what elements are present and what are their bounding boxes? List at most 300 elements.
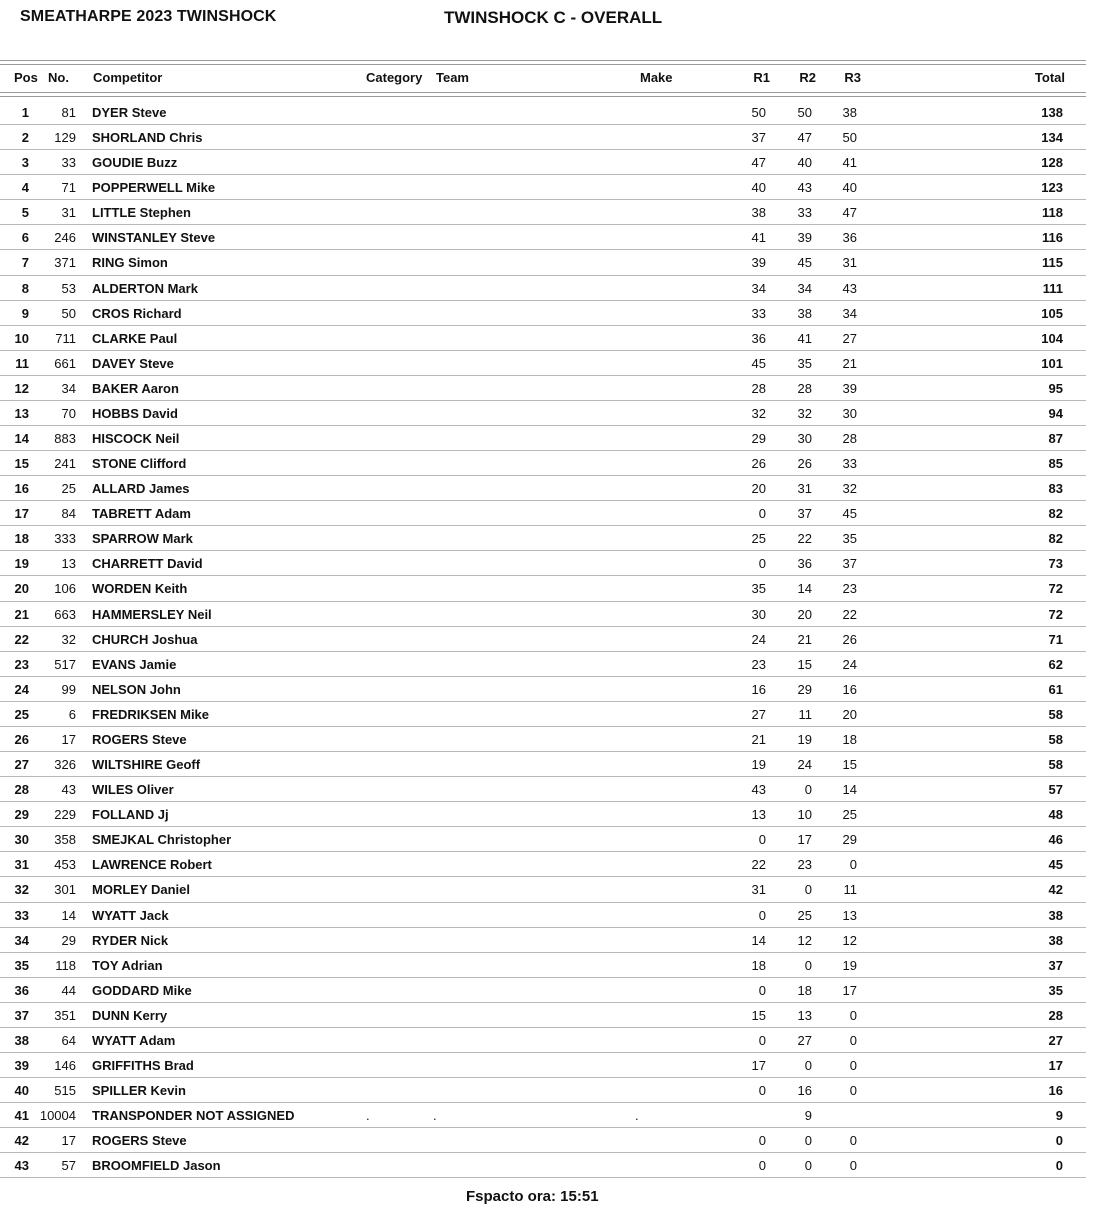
cell-r3: 22 [842, 606, 857, 622]
table-row [0, 903, 1086, 928]
cell-total: 57 [1048, 782, 1063, 798]
cell-r3: 17 [842, 982, 857, 998]
cell-r1: 0 [758, 1032, 766, 1048]
column-header-no: No. [48, 70, 69, 85]
cell-pos: 2 [21, 130, 29, 146]
table-row [0, 200, 1086, 225]
table-row [0, 276, 1086, 301]
cell-pos: 34 [14, 932, 29, 948]
cell-pos: 35 [14, 957, 29, 973]
cell-total: 9 [1055, 1108, 1063, 1124]
cell-pos: 27 [14, 757, 29, 773]
cell-r2: 14 [797, 581, 812, 597]
cell-competitor: RYDER Nick [92, 932, 169, 948]
header-divider [0, 92, 1086, 97]
cell-pos: 38 [14, 1032, 29, 1048]
cell-r3: 39 [842, 380, 857, 396]
cell-r3: 47 [842, 205, 857, 221]
cell-number: 146 [54, 1057, 76, 1073]
cell-r2: 13 [797, 1007, 812, 1023]
cell-r3: 43 [842, 280, 857, 296]
cell-r1: 20 [751, 481, 766, 497]
cell-total: 116 [1042, 230, 1063, 246]
cell-number: 6 [68, 706, 76, 722]
table-row [0, 1028, 1086, 1053]
cell-r1: 41 [751, 230, 766, 246]
cell-pos: 19 [14, 556, 29, 572]
cell-r1: 33 [751, 305, 766, 321]
cell-r2: 0 [804, 1158, 812, 1174]
cell-number: 358 [54, 832, 76, 848]
table-row [0, 1128, 1086, 1153]
cell-pos: 33 [14, 907, 29, 923]
cell-r1: 19 [751, 757, 766, 773]
cell-r2: 22 [797, 531, 812, 547]
cell-total: 83 [1048, 481, 1063, 497]
column-header-team: Team [436, 70, 469, 85]
cell-r3: 20 [842, 706, 857, 722]
cell-r1: 25 [751, 531, 766, 547]
results-table [0, 100, 1086, 1178]
cell-number: 84 [61, 506, 76, 522]
cell-r3: 13 [842, 907, 857, 923]
cell-r1: 16 [751, 681, 766, 697]
cell-r1: 29 [751, 431, 766, 447]
cell-total: 62 [1048, 656, 1063, 672]
table-row [0, 827, 1086, 852]
cell-total: 104 [1041, 330, 1063, 346]
cell-r2: 15 [797, 656, 812, 672]
cell-number: 32 [61, 631, 76, 647]
cell-competitor: CHARRETT David [92, 556, 203, 572]
cell-number: 43 [61, 782, 76, 798]
cell-competitor: ALLARD James [92, 481, 190, 497]
cell-r3: 0 [849, 857, 857, 873]
cell-pos: 8 [21, 280, 29, 296]
table-row [0, 501, 1086, 526]
cell-r1: 32 [751, 405, 766, 421]
cell-pos: 42 [14, 1133, 29, 1149]
table-row [0, 326, 1086, 351]
cell-competitor: HISCOCK Neil [92, 431, 180, 447]
cell-number: 711 [55, 330, 76, 346]
cell-pos: 22 [14, 631, 29, 647]
cell-pos: 21 [14, 606, 29, 622]
cell-number: 106 [54, 581, 76, 597]
cell-r2: 19 [797, 731, 812, 747]
cell-total: 115 [1042, 255, 1063, 271]
cell-competitor: HOBBS David [92, 405, 178, 421]
cell-competitor: WINSTANLEY Steve [92, 230, 216, 246]
cell-r2: 9 [804, 1108, 812, 1124]
cell-r1: 17 [751, 1057, 766, 1073]
cell-r2: 27 [797, 1032, 812, 1048]
cell-r2: 33 [797, 205, 812, 221]
cell-r3: 38 [842, 105, 857, 120]
cell-category: . [366, 1108, 370, 1124]
cell-pos: 30 [14, 832, 29, 848]
column-header-category: Category [366, 70, 423, 85]
cell-pos: 16 [14, 481, 29, 497]
cell-number: 31 [61, 205, 76, 221]
cell-total: 105 [1041, 305, 1063, 321]
cell-r1: 0 [758, 1158, 766, 1174]
cell-r3: 45 [842, 506, 857, 522]
cell-pos: 39 [14, 1057, 29, 1073]
table-row [0, 978, 1086, 1003]
cell-number: 70 [61, 405, 76, 421]
cell-total: 58 [1048, 706, 1063, 722]
cell-pos: 40 [14, 1083, 29, 1099]
cell-r1: 13 [751, 807, 766, 823]
table-row [0, 1078, 1086, 1103]
cell-total: 61 [1048, 681, 1063, 697]
cell-pos: 41 [14, 1108, 29, 1124]
cell-competitor: SHORLAND Chris [92, 130, 203, 146]
cell-competitor: WILTSHIRE Geoff [92, 757, 201, 773]
cell-competitor: CLARKE Paul [92, 330, 178, 346]
cell-team: . [433, 1108, 437, 1124]
cell-competitor: CHURCH Joshua [92, 631, 198, 647]
cell-total: 35 [1048, 982, 1063, 998]
cell-number: 333 [54, 531, 76, 547]
cell-r3: 25 [842, 807, 857, 823]
cell-r3: 0 [849, 1083, 857, 1099]
cell-r2: 28 [797, 380, 812, 396]
cell-competitor: WYATT Adam [92, 1032, 176, 1048]
table-row [0, 476, 1086, 501]
table-row [0, 702, 1086, 727]
table-row [0, 802, 1086, 827]
cell-competitor: DYER Steve [92, 105, 167, 120]
cell-r1: 31 [751, 882, 766, 898]
cell-r1: 34 [751, 280, 766, 296]
cell-competitor: NELSON John [92, 681, 181, 697]
cell-pos: 7 [21, 255, 29, 271]
cell-number: 50 [61, 305, 76, 321]
cell-r1: 18 [751, 957, 766, 973]
cell-competitor: HAMMERSLEY Neil [92, 606, 212, 622]
cell-r1: 0 [758, 1083, 766, 1099]
cell-r3: 15 [842, 757, 857, 773]
event-title: SMEATHARPE 2023 TWINSHOCK [20, 8, 277, 25]
table-row [0, 677, 1086, 702]
cell-number: 515 [54, 1083, 76, 1099]
cell-competitor: LITTLE Stephen [92, 205, 191, 221]
cell-competitor: BAKER Aaron [92, 380, 179, 396]
table-row [0, 928, 1086, 953]
cell-r1: 35 [751, 581, 766, 597]
cell-total: 42 [1048, 882, 1063, 898]
footer-text: Fspacto ora: 15:51 [466, 1188, 599, 1205]
cell-r1: 28 [751, 380, 766, 396]
cell-competitor: GRIFFITHS Brad [92, 1057, 194, 1073]
cell-total: 28 [1048, 1007, 1063, 1023]
cell-pos: 5 [21, 205, 29, 221]
cell-r2: 25 [797, 907, 812, 923]
table-row [0, 1103, 1086, 1128]
cell-r3: 29 [842, 832, 857, 848]
cell-number: 53 [61, 280, 76, 296]
cell-r3: 0 [849, 1133, 857, 1149]
cell-r1: 0 [758, 556, 766, 572]
cell-total: 71 [1048, 631, 1063, 647]
cell-total: 17 [1048, 1057, 1063, 1073]
cell-r2: 0 [804, 782, 812, 798]
cell-r2: 0 [804, 1057, 812, 1073]
cell-total: 123 [1041, 180, 1063, 196]
cell-make: . [635, 1108, 639, 1124]
cell-r3: 14 [842, 782, 857, 798]
cell-pos: 26 [14, 731, 29, 747]
table-row [0, 376, 1086, 401]
cell-r3: 41 [842, 155, 857, 171]
table-row [0, 401, 1086, 426]
cell-total: 38 [1048, 932, 1063, 948]
cell-number: 301 [54, 882, 76, 898]
cell-pos: 36 [14, 982, 29, 998]
cell-r3: 32 [842, 481, 857, 497]
cell-r2: 31 [797, 481, 812, 497]
cell-r2: 24 [797, 757, 812, 773]
cell-r2: 11 [798, 706, 812, 722]
cell-r1: 21 [751, 731, 766, 747]
cell-r1: 15 [751, 1007, 766, 1023]
table-row [0, 301, 1086, 326]
cell-total: 134 [1041, 130, 1063, 146]
cell-total: 85 [1048, 456, 1063, 472]
cell-r2: 0 [804, 882, 812, 898]
cell-pos: 18 [14, 531, 29, 547]
cell-r1: 38 [751, 205, 766, 221]
cell-competitor: GODDARD Mike [92, 982, 192, 998]
cell-number: 129 [54, 130, 76, 146]
cell-r2: 41 [797, 330, 812, 346]
cell-pos: 6 [21, 230, 29, 246]
table-row [0, 526, 1086, 551]
cell-r2: 12 [797, 932, 812, 948]
cell-competitor: LAWRENCE Robert [92, 857, 212, 873]
cell-number: 33 [61, 155, 76, 171]
cell-competitor: MORLEY Daniel [92, 882, 191, 898]
cell-pos: 23 [14, 656, 29, 672]
cell-number: 661 [54, 355, 76, 371]
cell-pos: 28 [14, 782, 29, 798]
cell-r3: 37 [842, 556, 857, 572]
cell-pos: 32 [14, 882, 29, 898]
cell-pos: 1 [21, 105, 29, 120]
cell-competitor: POPPERWELL Mike [92, 180, 216, 196]
cell-r2: 21 [797, 631, 812, 647]
cell-r2: 17 [797, 832, 812, 848]
table-row [0, 627, 1086, 652]
cell-r3: 50 [842, 130, 857, 146]
cell-r2: 34 [797, 280, 812, 296]
cell-number: 351 [54, 1007, 76, 1023]
cell-r3: 19 [842, 957, 857, 973]
cell-competitor: ALDERTON Mark [92, 280, 198, 296]
table-row [0, 852, 1086, 877]
table-row [0, 727, 1086, 752]
cell-total: 87 [1048, 431, 1063, 447]
cell-r1: 40 [751, 180, 766, 196]
cell-r2: 35 [797, 355, 812, 371]
cell-r1: 27 [751, 706, 766, 722]
cell-number: 13 [61, 556, 76, 572]
cell-competitor: STONE Clifford [92, 456, 187, 472]
cell-total: 37 [1048, 957, 1063, 973]
cell-number: 44 [61, 982, 76, 998]
cell-r3: 23 [842, 581, 857, 597]
cell-number: 241 [54, 456, 76, 472]
cell-competitor: SMEJKAL Christopher [92, 832, 232, 848]
column-header-r3: R3 [844, 70, 861, 85]
cell-r3: 36 [842, 230, 857, 246]
table-row [0, 602, 1086, 627]
cell-pos: 10 [14, 330, 29, 346]
cell-number: 326 [54, 757, 76, 773]
cell-competitor: TRANSPONDER NOT ASSIGNED [92, 1108, 295, 1124]
table-row [0, 225, 1086, 250]
cell-r2: 39 [797, 230, 812, 246]
cell-competitor: TOY Adrian [92, 957, 163, 973]
cell-r3: 0 [849, 1057, 857, 1073]
table-row [0, 777, 1086, 802]
column-header-total: Total [1034, 70, 1065, 85]
cell-r1: 0 [758, 1133, 766, 1149]
cell-total: 118 [1042, 205, 1063, 221]
cell-r2: 23 [797, 857, 812, 873]
cell-r2: 26 [797, 456, 812, 472]
cell-r1: 14 [751, 932, 766, 948]
cell-r3: 34 [842, 305, 857, 321]
cell-total: 72 [1048, 606, 1063, 622]
table-row [0, 426, 1086, 451]
table-row [0, 576, 1086, 601]
cell-r1: 0 [758, 506, 766, 522]
cell-r1: 30 [751, 606, 766, 622]
cell-r3: 18 [842, 731, 857, 747]
cell-r1: 0 [758, 982, 766, 998]
cell-total: 138 [1041, 105, 1063, 120]
cell-r1: 47 [751, 155, 766, 171]
cell-total: 94 [1048, 405, 1063, 421]
cell-total: 73 [1048, 556, 1063, 572]
cell-r3: 16 [842, 681, 857, 697]
cell-pos: 29 [14, 807, 29, 823]
cell-number: 517 [54, 656, 76, 672]
cell-pos: 12 [14, 380, 29, 396]
cell-total: 0 [1055, 1133, 1063, 1149]
table-row [0, 752, 1086, 777]
column-header-pos: Pos [14, 70, 38, 85]
cell-number: 25 [61, 481, 76, 497]
cell-r1: 24 [751, 631, 766, 647]
cell-competitor: GOUDIE Buzz [92, 155, 178, 171]
cell-competitor: CROS Richard [92, 305, 182, 321]
cell-r1: 23 [751, 656, 766, 672]
cell-number: 81 [61, 105, 76, 120]
cell-r3: 28 [842, 431, 857, 447]
cell-total: 82 [1048, 506, 1063, 522]
cell-r2: 50 [797, 105, 812, 120]
cell-r2: 36 [797, 556, 812, 572]
cell-r3: 35 [842, 531, 857, 547]
cell-number: 14 [61, 907, 76, 923]
table-row [0, 100, 1086, 125]
cell-number: 64 [61, 1032, 76, 1048]
cell-total: 58 [1048, 731, 1063, 747]
cell-pos: 11 [15, 355, 29, 371]
cell-pos: 37 [14, 1007, 29, 1023]
cell-competitor: RING Simon [92, 255, 168, 271]
cell-number: 118 [55, 957, 76, 973]
cell-r1: 26 [751, 456, 766, 472]
cell-total: 48 [1048, 807, 1063, 823]
cell-r3: 24 [842, 656, 857, 672]
cell-total: 95 [1048, 380, 1063, 396]
cell-total: 16 [1048, 1083, 1063, 1099]
table-row [0, 953, 1086, 978]
cell-number: 17 [61, 1133, 76, 1149]
table-row [0, 451, 1086, 476]
cell-number: 10004 [39, 1108, 76, 1124]
table-row [0, 877, 1086, 902]
cell-r3: 40 [842, 180, 857, 196]
cell-r2: 10 [797, 807, 812, 823]
table-row [0, 1153, 1086, 1178]
cell-number: 99 [61, 681, 76, 697]
cell-competitor: ROGERS Steve [92, 731, 187, 747]
cell-r2: 47 [797, 130, 812, 146]
cell-competitor: FREDRIKSEN Mike [92, 706, 210, 722]
cell-competitor: BROOMFIELD Jason [92, 1158, 221, 1174]
cell-competitor: DUNN Kerry [92, 1007, 168, 1023]
cell-r1: 50 [751, 105, 766, 120]
table-row [0, 125, 1086, 150]
cell-competitor: WORDEN Keith [92, 581, 188, 597]
table-row [0, 1053, 1086, 1078]
cell-total: 38 [1048, 907, 1063, 923]
cell-total: 101 [1041, 355, 1063, 371]
cell-competitor: FOLLAND Jj [92, 807, 169, 823]
cell-number: 34 [61, 380, 76, 396]
cell-total: 82 [1048, 531, 1063, 547]
cell-total: 46 [1048, 832, 1063, 848]
cell-r2: 40 [797, 155, 812, 171]
cell-total: 0 [1055, 1158, 1063, 1174]
table-row [0, 551, 1086, 576]
cell-number: 29 [61, 932, 76, 948]
cell-pos: 13 [14, 405, 29, 421]
top-divider [0, 60, 1086, 65]
cell-number: 371 [54, 255, 76, 271]
cell-r1: 37 [751, 130, 766, 146]
cell-r3: 26 [842, 631, 857, 647]
cell-competitor: SPILLER Kevin [92, 1083, 186, 1099]
cell-r1: 39 [751, 255, 766, 271]
cell-r3: 33 [842, 456, 857, 472]
cell-pos: 25 [14, 706, 29, 722]
cell-r2: 45 [797, 255, 812, 271]
cell-pos: 24 [14, 681, 29, 697]
cell-r2: 0 [804, 957, 812, 973]
cell-pos: 9 [21, 305, 29, 321]
cell-pos: 17 [14, 506, 29, 522]
cell-pos: 43 [14, 1158, 29, 1174]
cell-competitor: SPARROW Mark [92, 531, 193, 547]
cell-pos: 31 [14, 857, 29, 873]
